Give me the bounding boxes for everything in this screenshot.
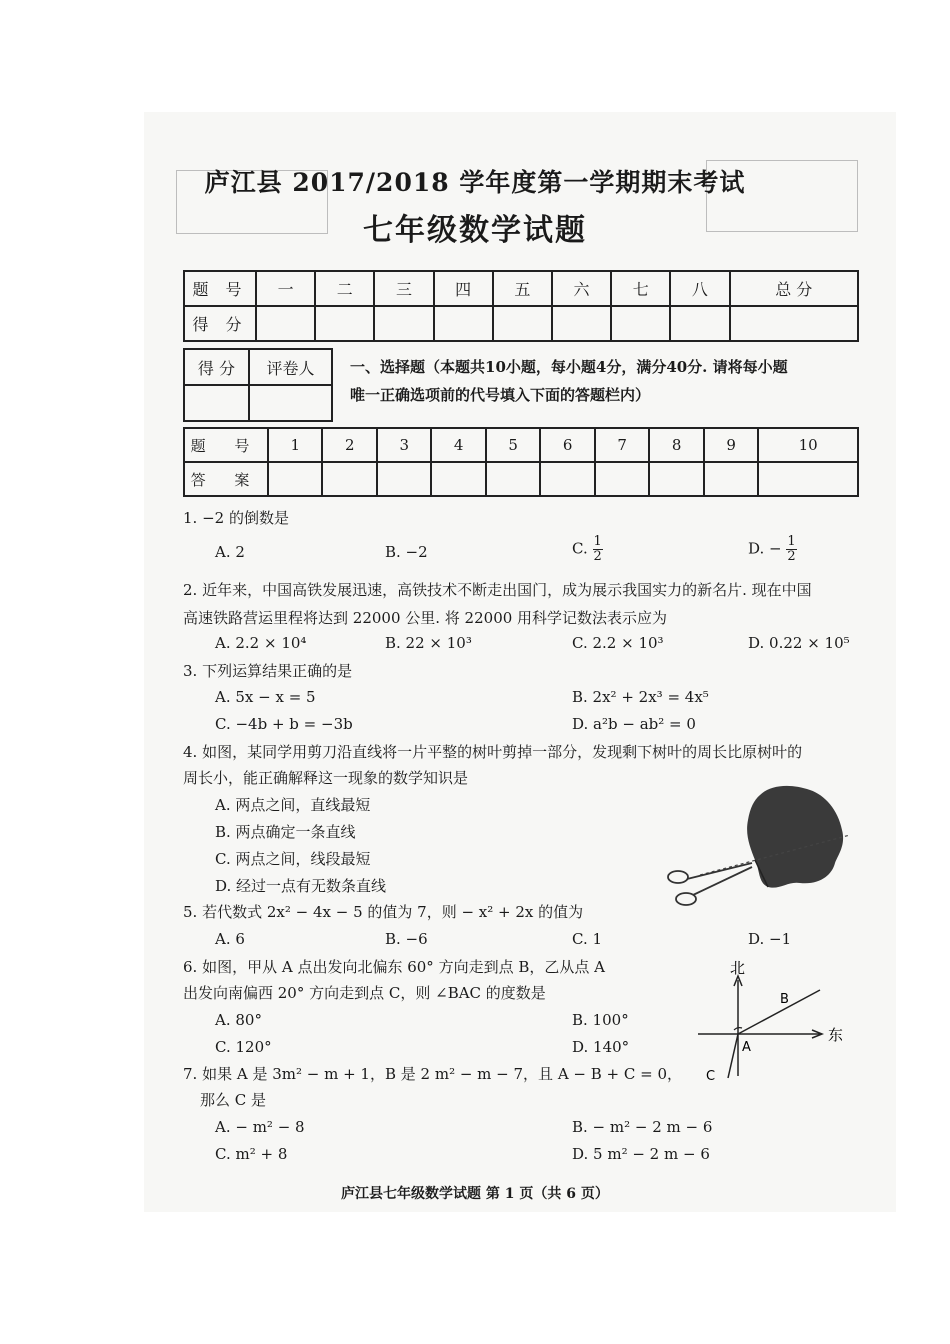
score-cell[interactable] <box>315 306 374 341</box>
q6-option-a[interactable]: A. 80° <box>215 1011 262 1029</box>
q2-option-d[interactable]: D. 0.22 × 10⁵ <box>748 634 850 652</box>
q6-option-d[interactable]: D. 140° <box>572 1038 630 1056</box>
answer-cell[interactable] <box>322 462 376 496</box>
point-c-label: C <box>706 1069 716 1084</box>
question-number: 5 <box>486 428 540 462</box>
grader-score-label: 得 分 <box>184 349 249 385</box>
answer-cell[interactable] <box>540 462 594 496</box>
q5-option-b[interactable]: B. −6 <box>385 930 428 948</box>
score-header-row <box>184 271 858 306</box>
grader-box <box>183 348 333 422</box>
score-cell[interactable] <box>552 306 611 341</box>
question-number: 6 <box>540 428 594 462</box>
q7-line1: 7. 如果 A 是 3m² − m + 1，B 是 2 m² − m − 7，且 A − B + C = 0， <box>183 1065 683 1083</box>
q4-option-d[interactable]: D. 经过一点有无数条直线 <box>215 877 387 895</box>
answer-row-label: 题 号 <box>184 428 268 462</box>
q1-option-a[interactable]: A. 2 <box>215 543 245 561</box>
q5-option-c[interactable]: C. 1 <box>572 930 603 948</box>
grader-name-cell[interactable] <box>249 385 332 421</box>
score-header-cell: 三 <box>374 271 433 306</box>
score-header-cell: 总 分 <box>730 271 859 306</box>
question-number: 3 <box>377 428 431 462</box>
score-header-cell: 四 <box>434 271 493 306</box>
q2-line2: 高速铁路营运里程将达到 22000 公里. 将 22000 用科学记数法表示应为 <box>183 609 668 627</box>
point-b-label: B <box>780 992 789 1007</box>
q7-option-b[interactable]: B. − m² − 2 m − 6 <box>572 1118 713 1136</box>
q5-option-a[interactable]: A. 6 <box>215 930 245 948</box>
east-label: 东 <box>828 1026 844 1044</box>
q7-option-c[interactable]: C. m² + 8 <box>215 1145 288 1163</box>
q3-option-a[interactable]: A. 5x − x = 5 <box>215 688 316 706</box>
q4-line2: 周长小，能正确解释这一现象的数学知识是 <box>183 769 469 787</box>
score-cell[interactable] <box>493 306 552 341</box>
q3-option-d[interactable]: D. a²b − ab² = 0 <box>572 715 696 733</box>
q5-stem: 5. 若代数式 2x² − 4x − 5 的值为 7，则 − x² + 2x 的值为 <box>183 903 584 921</box>
score-cell[interactable] <box>611 306 670 341</box>
q5-option-d[interactable]: D. −1 <box>748 930 792 948</box>
q3-option-b[interactable]: B. 2x² + 2x³ = 4x⁵ <box>572 688 709 706</box>
q3-option-c[interactable]: C. −4b + b = −3b <box>215 715 353 733</box>
score-cell[interactable] <box>434 306 493 341</box>
question-number: 4 <box>431 428 485 462</box>
q4-option-a[interactable]: A. 两点之间，直线最短 <box>215 796 371 814</box>
exam-subtitle: 七年级数学试题 <box>363 213 587 248</box>
q7-option-d[interactable]: D. 5 m² − 2 m − 6 <box>572 1145 710 1163</box>
answer-cell[interactable] <box>431 462 485 496</box>
q2-option-c[interactable]: C. 2.2 × 10³ <box>572 634 664 652</box>
score-value-row <box>184 306 858 341</box>
q6-line2: 出发向南偏西 20° 方向走到点 C，则 ∠BAC 的度数是 <box>183 984 546 1002</box>
answer-cell[interactable] <box>268 462 322 496</box>
q1-stem: 1. −2 的倒数是 <box>183 509 289 527</box>
answer-cell[interactable] <box>649 462 703 496</box>
q1-option-c[interactable] <box>572 535 603 564</box>
q2-option-a[interactable]: A. 2.2 × 10⁴ <box>215 634 307 652</box>
answer-number-row <box>184 428 858 462</box>
q1-option-d-fraction: $\frac{1}{2}$ <box>787 534 796 564</box>
q3-stem: 3. 下列运算结果正确的是 <box>183 662 353 680</box>
q1-option-d-label: D. − <box>748 539 782 558</box>
section-heading <box>350 353 870 409</box>
score-header-cell: 六 <box>552 271 611 306</box>
q1-option-c-fraction: $\frac{1}{2}$ <box>593 534 602 564</box>
point-a-label: A <box>742 1040 751 1055</box>
score-header-cell: 一 <box>256 271 315 306</box>
score-header-cell: 五 <box>493 271 552 306</box>
question-number: 8 <box>649 428 703 462</box>
north-label: 北 <box>730 959 746 977</box>
section-heading-line2: 唯一正确选项前的代号填入下面的答题栏内） <box>350 386 651 404</box>
q4-option-b[interactable]: B. 两点确定一条直线 <box>215 823 356 841</box>
ray-ab <box>738 990 820 1034</box>
answer-cell[interactable] <box>486 462 540 496</box>
q1-option-d[interactable] <box>748 535 797 564</box>
q2-line1: 2. 近年来，中国高铁发展迅速，高铁技术不断走出国门，成为展示我国实力的新名片. 现在中国 <box>183 581 812 599</box>
q2-option-b[interactable]: B. 22 × 10³ <box>385 634 472 652</box>
q6-line1: 6. 如图，甲从 A 点出发向北偏东 60° 方向走到点 B，乙从点 A <box>183 958 605 976</box>
score-cell[interactable] <box>670 306 729 341</box>
answer-row-label: 答 案 <box>184 462 268 496</box>
score-cell[interactable] <box>374 306 433 341</box>
q4-line1: 4. 如图，某同学用剪刀沿直线将一片平整的树叶剪掉一部分，发现剩下树叶的周长比原树叶的 <box>183 743 803 761</box>
answer-cell[interactable] <box>758 462 858 496</box>
page-footer: 庐江县七年级数学试题 第 1 页（共 6 页） <box>341 1186 609 1202</box>
compass-figure <box>690 958 860 1093</box>
section-heading-line1: 一、选择题（本题共10小题，每小题4分，满分40分. 请将每小题 <box>350 358 788 376</box>
question-number: 10 <box>758 428 858 462</box>
q6-option-c[interactable]: C. 120° <box>215 1038 272 1056</box>
leaf-scissors-figure <box>660 775 860 915</box>
exam-title: 庐江县 2017/2018 学年度第一学期期末考试 <box>204 168 746 197</box>
q1-option-b[interactable]: B. −2 <box>385 543 428 561</box>
score-header-cell: 题 号 <box>184 271 256 306</box>
scissors-icon <box>668 863 752 905</box>
question-number: 7 <box>595 428 649 462</box>
grader-score-cell[interactable] <box>184 385 249 421</box>
q1-option-c-label: C. <box>572 539 588 558</box>
answer-cell[interactable] <box>595 462 649 496</box>
score-header-cell: 七 <box>611 271 670 306</box>
q4-option-c[interactable]: C. 两点之间，线段最短 <box>215 850 371 868</box>
ray-ac <box>728 1034 738 1078</box>
question-number: 2 <box>322 428 376 462</box>
answer-cell[interactable] <box>704 462 758 496</box>
score-row-label: 得 分 <box>184 306 256 341</box>
score-header-cell: 八 <box>670 271 729 306</box>
answer-fill-row <box>184 462 858 496</box>
question-number: 9 <box>704 428 758 462</box>
score-table <box>183 270 859 342</box>
score-cell[interactable] <box>730 306 859 341</box>
grader-name-label: 评卷人 <box>249 349 332 385</box>
answer-cell[interactable] <box>377 462 431 496</box>
score-header-cell: 二 <box>315 271 374 306</box>
q7-option-a[interactable]: A. − m² − 8 <box>215 1118 305 1136</box>
score-cell[interactable] <box>256 306 315 341</box>
question-number: 1 <box>268 428 322 462</box>
answer-table <box>183 427 859 497</box>
q6-option-b[interactable]: B. 100° <box>572 1011 629 1029</box>
q7-line2: 那么 C 是 <box>200 1091 267 1109</box>
